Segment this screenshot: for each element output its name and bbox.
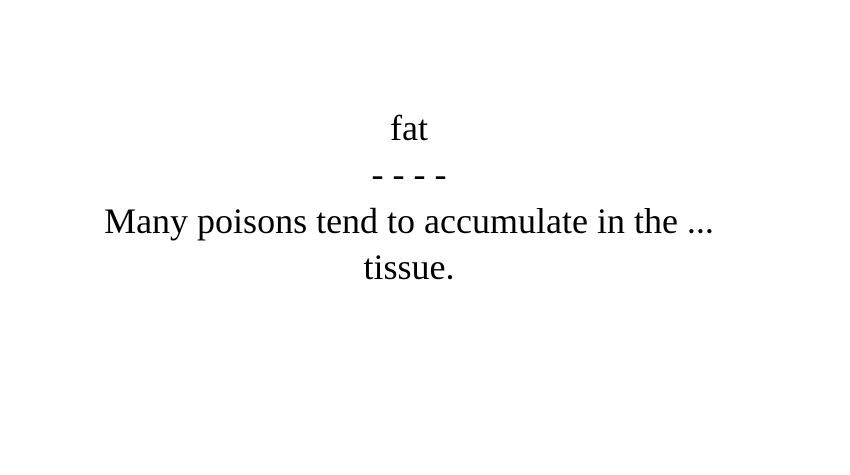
card-divider: - - - - xyxy=(371,154,447,194)
card-back-question: Many poisons tend to accumulate in the ... tissue. xyxy=(104,201,714,287)
card-front-answer: fat xyxy=(390,108,428,148)
